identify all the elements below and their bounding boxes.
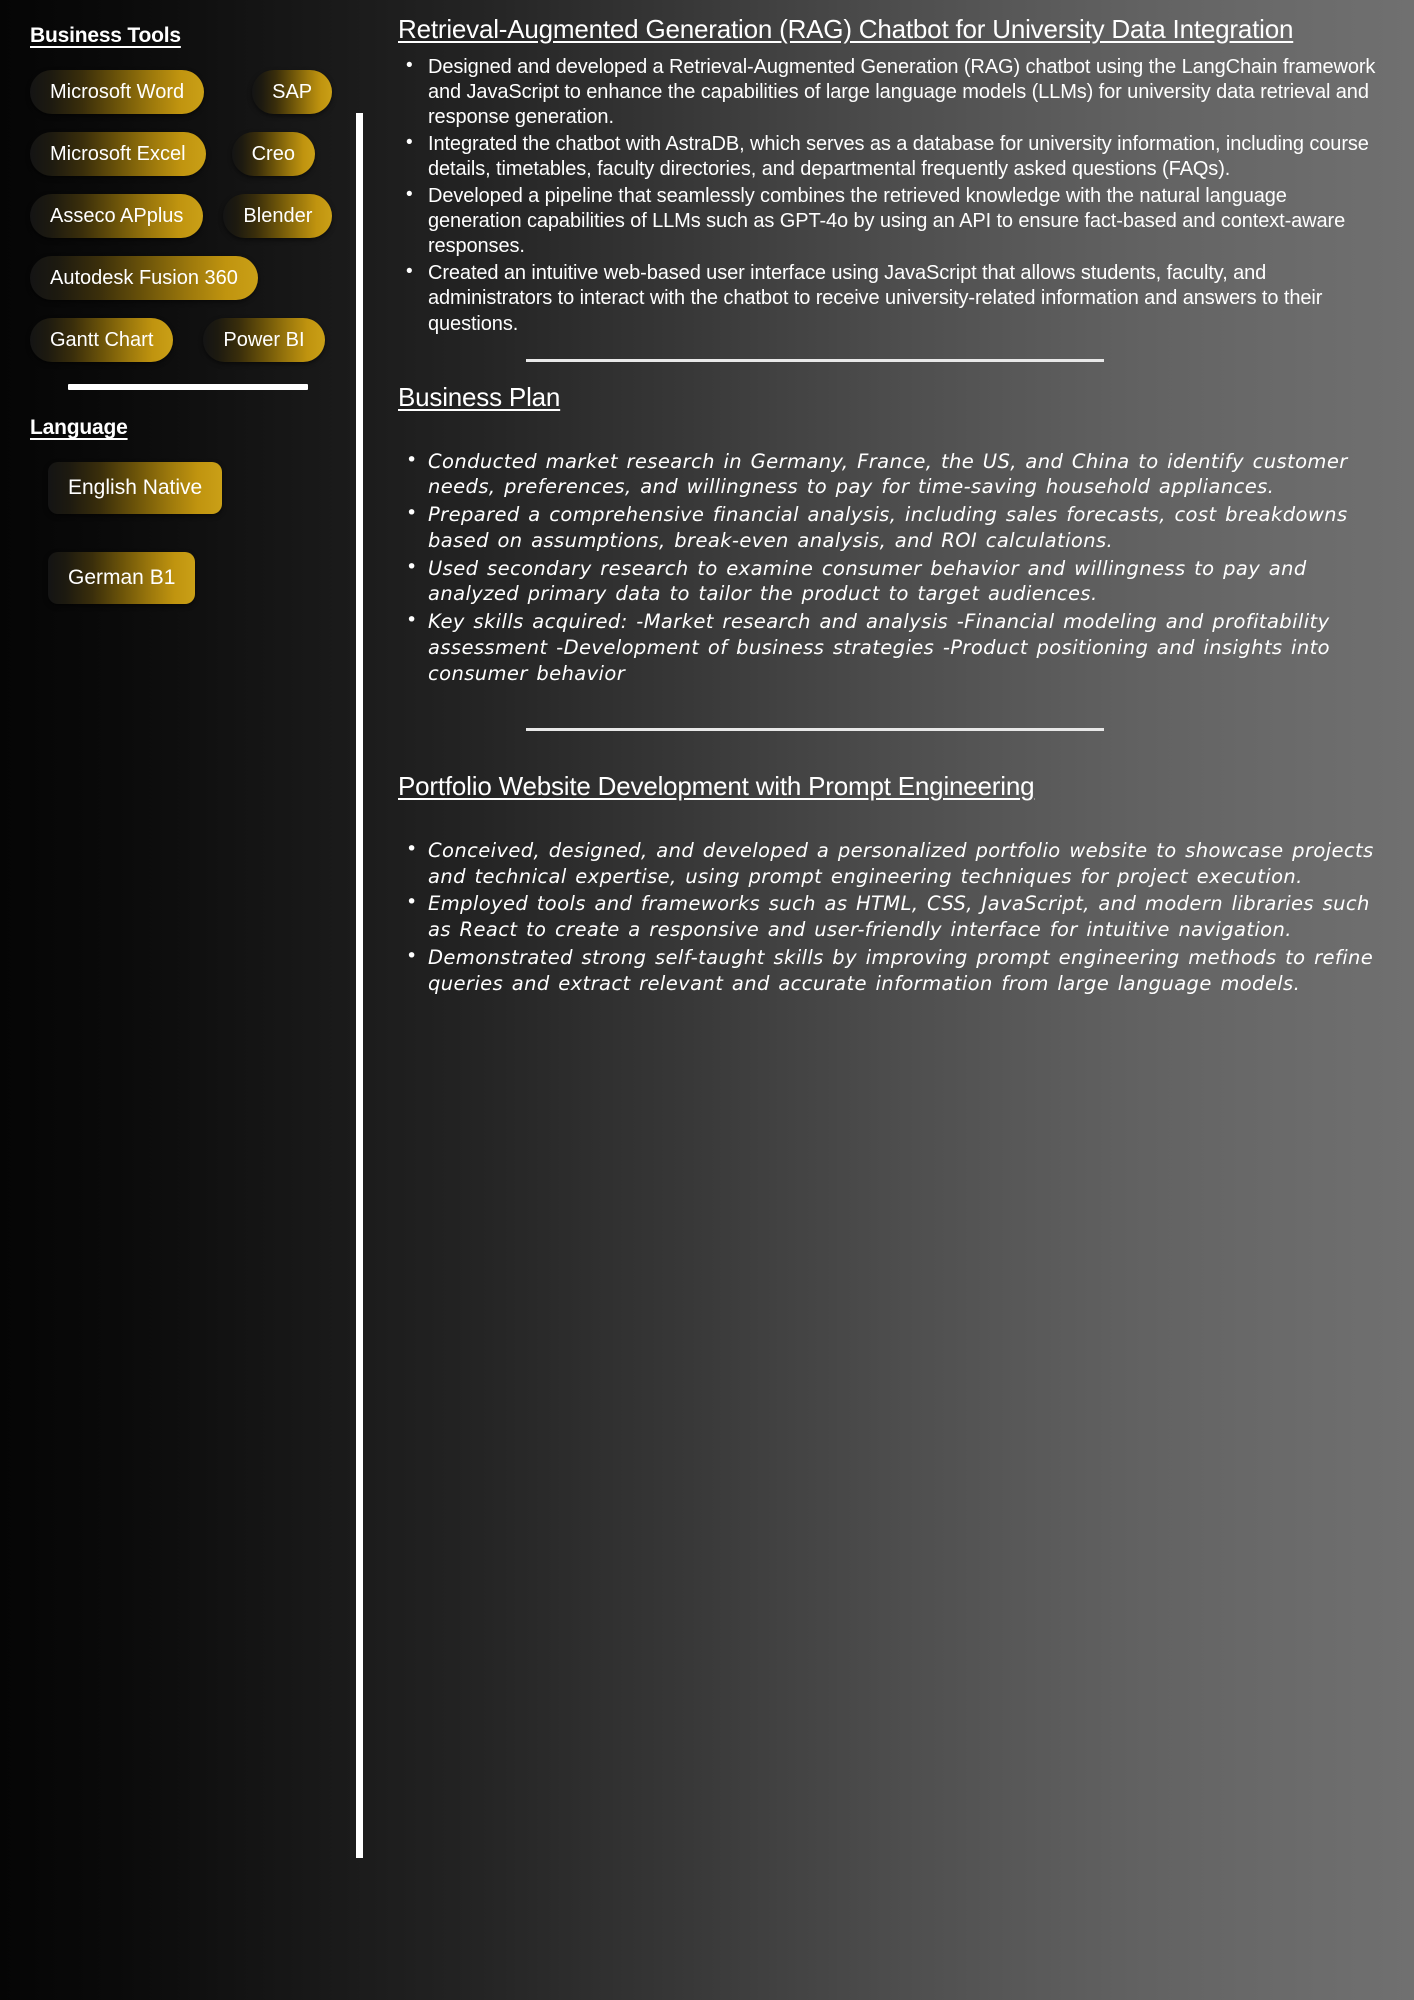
section-bullet-list bbox=[398, 55, 1376, 337]
skill-pill[interactable]: Gantt Chart bbox=[30, 318, 173, 362]
bullet-item: • Key skills acquired: -Market research and analysis -Financial modeling and profitability assessment -Development of business strategies -Product positioning and insights into consumer behavior bbox=[398, 609, 1376, 686]
language-block bbox=[0, 416, 356, 604]
bullet-item: • Employed tools and frameworks such as HTML, CSS, JavaScript, and modern libraries such as React to create a responsive and user-friendly interface for intuitive navigation. bbox=[398, 891, 1376, 942]
language-pill[interactable]: English Native bbox=[48, 462, 222, 514]
language-heading: Language bbox=[30, 416, 128, 439]
skill-pill[interactable]: Power BI bbox=[203, 318, 324, 362]
skill-pill[interactable]: Asseco APplus bbox=[30, 194, 203, 238]
skill-pill[interactable]: Autodesk Fusion 360 bbox=[30, 256, 258, 300]
skill-pill[interactable]: SAP bbox=[252, 70, 332, 114]
skill-pill[interactable]: Blender bbox=[223, 194, 332, 238]
spacer bbox=[398, 802, 1376, 828]
section-divider bbox=[526, 728, 1104, 731]
section-bullet-list bbox=[398, 449, 1376, 687]
business-tools-row bbox=[0, 256, 356, 300]
spacer bbox=[398, 413, 1376, 439]
section-rag-chatbot bbox=[398, 14, 1376, 337]
bullet-item: • Used secondary research to examine consumer behavior and willingness to pay and analyzed primary data to tailor the product to target audiences. bbox=[398, 556, 1376, 607]
section-bullet-list bbox=[398, 838, 1376, 996]
language-row bbox=[0, 552, 356, 604]
section-divider bbox=[526, 359, 1104, 362]
sidebar bbox=[0, 0, 356, 2000]
bullet-item: • Prepared a comprehensive financial analysis, including sales forecasts, cost breakdowns based on assumptions, break-even analysis, and ROI calculations. bbox=[398, 502, 1376, 553]
bullet-item: • Created an intuitive web-based user interface using JavaScript that allows students, faculty, and administrators to interact with the chatbot to receive university-related information and answers to their questions. bbox=[398, 261, 1376, 337]
section-portfolio-website bbox=[398, 771, 1376, 996]
bullet-item: • Designed and developed a Retrieval-Augmented Generation (RAG) chatbot using the LangChain framework and JavaScript to enhance the capabilities of large language models (LLMs) for university data retrieval and response generation. bbox=[398, 55, 1376, 131]
skill-pill[interactable]: Microsoft Word bbox=[30, 70, 204, 114]
business-tools-row bbox=[0, 132, 356, 176]
bullet-item: • Integrated the chatbot with AstraDB, which serves as a database for university information, including course details, timetables, faculty directories, and departmental frequently asked questions (FAQs). bbox=[398, 132, 1376, 183]
main-content bbox=[356, 0, 1414, 2000]
sections-container bbox=[398, 14, 1376, 996]
section-title: Retrieval-Augmented Generation (RAG) Chatbot for University Data Integration bbox=[398, 14, 1294, 44]
bullet-item: • Conceived, designed, and developed a personalized portfolio website to showcase projects and technical expertise, using prompt engineering techniques for project execution. bbox=[398, 838, 1376, 889]
bullet-item: • Demonstrated strong self-taught skills by improving prompt engineering methods to refine queries and extract relevant and accurate information from large language models. bbox=[398, 945, 1376, 996]
section-title: Business Plan bbox=[398, 381, 561, 412]
section-title: Portfolio Website Development with Prompt Engineering bbox=[398, 771, 1035, 802]
skill-pill[interactable]: Creo bbox=[232, 132, 315, 176]
business-tools-pill-list bbox=[0, 70, 356, 362]
language-pill[interactable]: German B1 bbox=[48, 552, 195, 604]
business-tools-row bbox=[0, 194, 356, 238]
skill-pill[interactable]: Microsoft Excel bbox=[30, 132, 206, 176]
business-tools-row bbox=[0, 70, 356, 114]
business-tools-heading: Business Tools bbox=[30, 24, 181, 47]
bullet-item: • Developed a pipeline that seamlessly combines the retrieved knowledge with the natural language generation capabilities of LLMs such as GPT-4o by using an API to ensure fact-based and context-aware responses. bbox=[398, 184, 1376, 260]
language-pill-list bbox=[0, 462, 356, 604]
sidebar-divider bbox=[68, 384, 308, 390]
section-business-plan bbox=[398, 382, 1376, 686]
bullet-item: • Conducted market research in Germany, France, the US, and China to identify customer needs, preferences, and willingness to pay for time-saving household appliances. bbox=[398, 449, 1376, 500]
content-vertical-rule bbox=[356, 113, 363, 1858]
language-row bbox=[0, 462, 356, 514]
business-tools-row bbox=[0, 318, 356, 362]
